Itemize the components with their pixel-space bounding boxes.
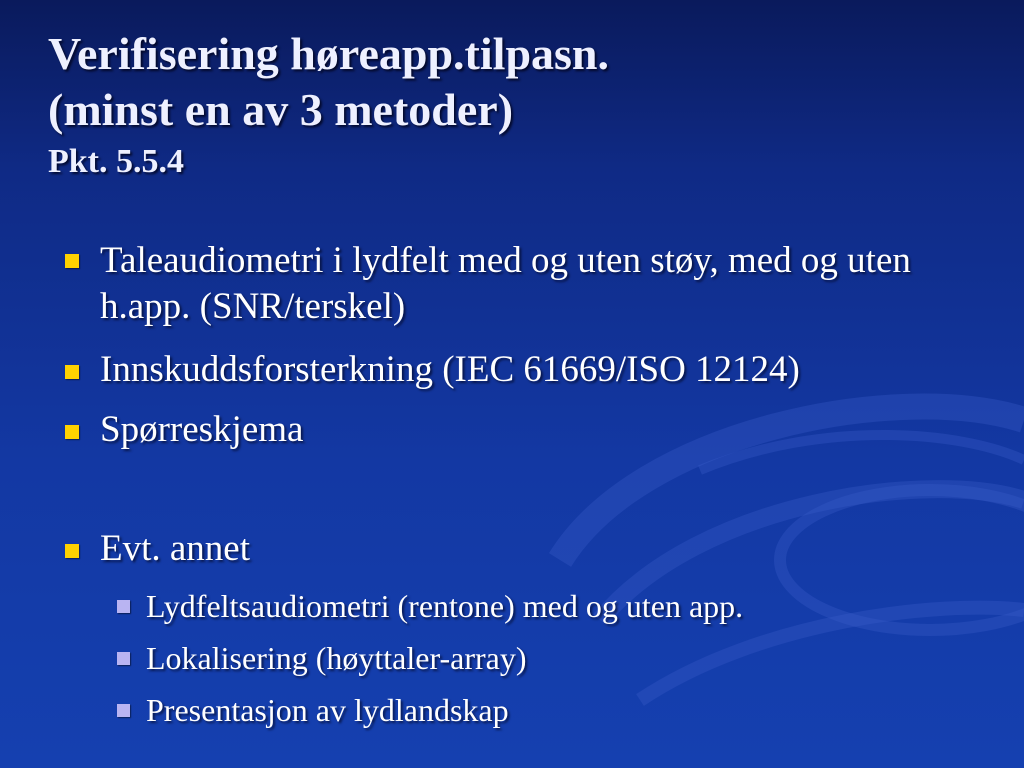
bullet-item-3: Spørreskjema xyxy=(100,409,304,450)
sub-bullet-marker-3 xyxy=(117,704,130,717)
sub-bullet-item-1: Lydfeltsaudiometri (rentone) med og uten app. xyxy=(146,588,744,624)
bullet-marker-1 xyxy=(65,254,79,268)
sub-bullet-item-3: Presentasjon av lydlandskap xyxy=(146,692,509,728)
bullet-item-1: Taleaudiometri i lydfelt med og uten støy, med og uten h.app. (SNR/terskel) xyxy=(100,240,911,327)
bullet-marker-2 xyxy=(65,365,79,379)
slide-title-line-1: Verifisering høreapp.tilpasn. xyxy=(48,28,610,79)
slide-subtitle: Pkt. 5.5.4 xyxy=(48,143,184,180)
bullet-marker-3 xyxy=(65,425,79,439)
sub-bullet-marker-1 xyxy=(117,600,130,613)
bullet-item-2: Innskuddsforsterkning (IEC 61669/ISO 12124) xyxy=(100,349,800,390)
bullet-marker-4 xyxy=(65,544,79,558)
sub-bullet-item-2: Lokalisering (høyttaler-array) xyxy=(146,640,527,676)
slide-title-line-2: (minst en av 3 metoder) xyxy=(48,84,514,135)
sub-bullet-marker-2 xyxy=(117,652,130,665)
bullet-item-4: Evt. annet xyxy=(100,528,251,569)
